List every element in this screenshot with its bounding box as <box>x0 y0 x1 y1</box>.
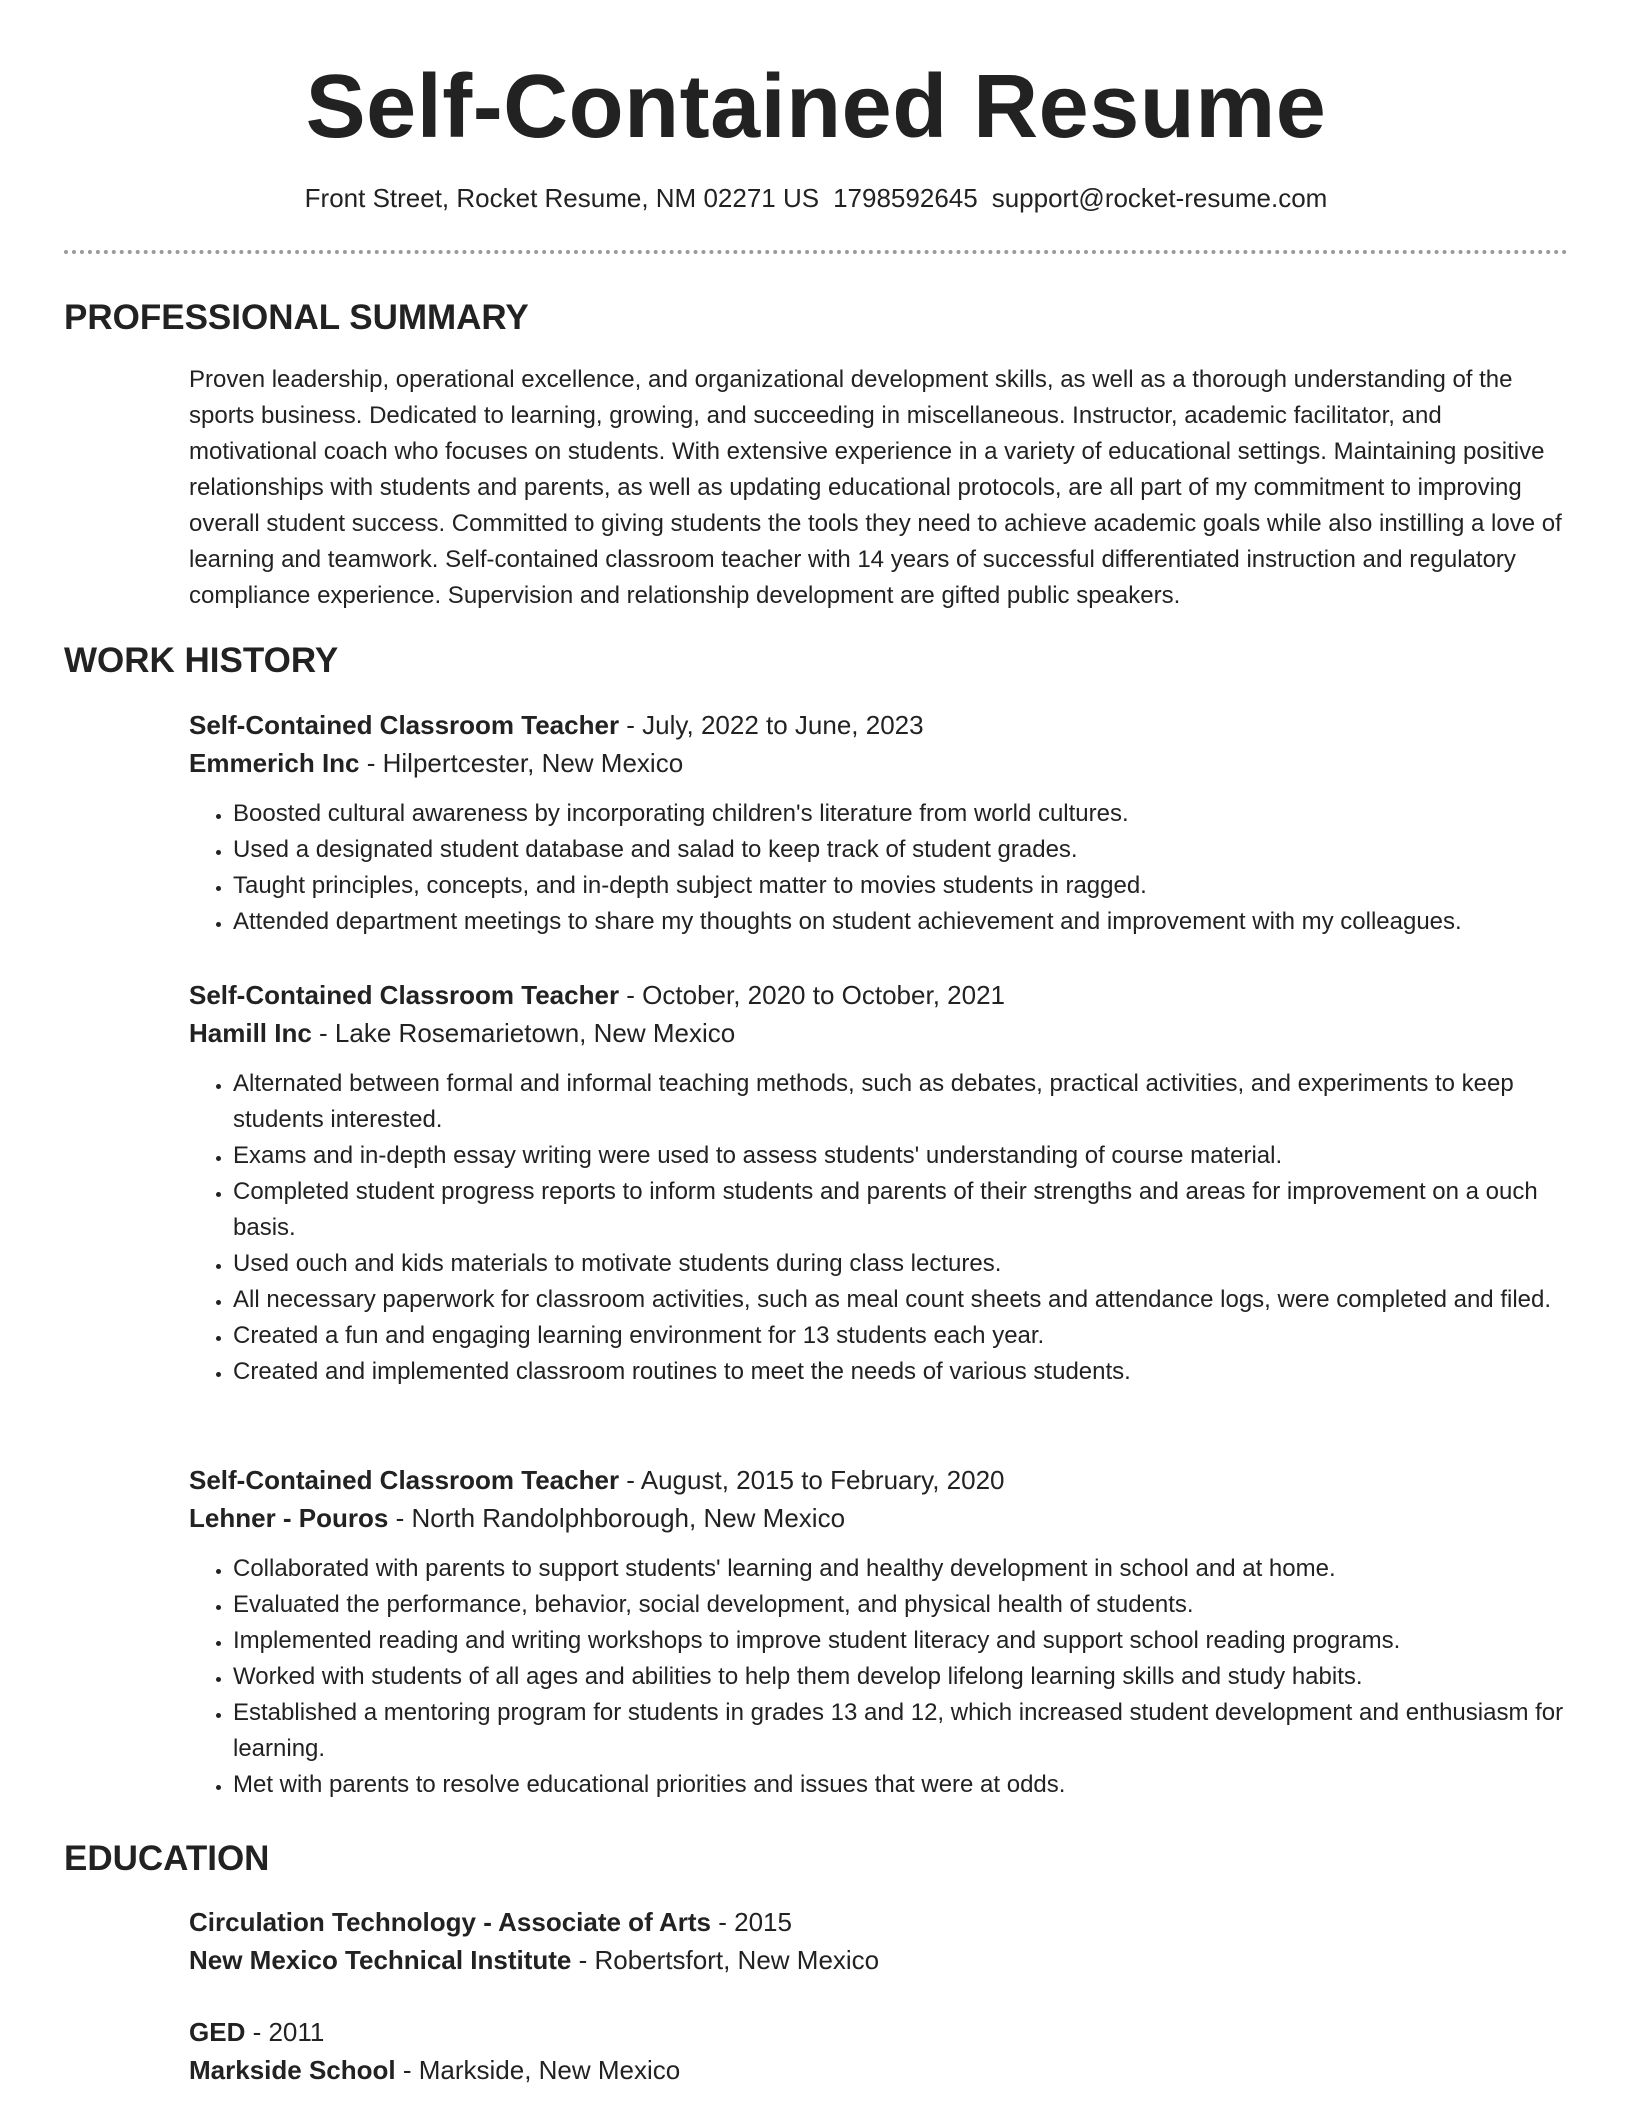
job-role: Self-Contained Classroom Teacher <box>189 1465 620 1495</box>
job-bullet: • Implemented reading and writing workshops to improve student literacy and support school reading programs. <box>233 1623 1569 1659</box>
education-school: Markside School <box>189 2055 396 2085</box>
education-degree: Circulation Technology - Associate of Arts <box>189 1907 711 1937</box>
job-bullet: • Taught principles, concepts, and in-depth subject matter to movies students in ragged. <box>233 868 1569 904</box>
education-school: New Mexico Technical Institute <box>189 1945 572 1975</box>
job-bullet: • Worked with students of all ages and abilities to help them develop lifelong learning skills and study habits. <box>233 1659 1569 1695</box>
job-company: Lehner - Pouros <box>189 1503 389 1533</box>
education-year: - 2011 <box>245 2017 325 2047</box>
job-company-line <box>189 1014 1569 1052</box>
job-bullet: • Attended department meetings to share my thoughts on student achievement and improvement with my colleagues. <box>233 904 1569 940</box>
job-bullet: • All necessary paperwork for classroom activities, such as meal count sheets and attendance logs, were completed and filed. <box>233 1282 1569 1318</box>
job-role: Self-Contained Classroom Teacher <box>189 980 620 1010</box>
education-degree: GED <box>189 2017 246 2047</box>
job-dates: - July, 2022 to June, 2023 <box>619 710 924 740</box>
resume-name: Self-Contained Resume <box>305 57 1327 157</box>
job-bullet: • Boosted cultural awareness by incorporating children's literature from world cultures. <box>233 796 1569 832</box>
job-role-line <box>189 1461 1569 1499</box>
job-bullet: • Created and implemented classroom routines to meet the needs of various students. <box>233 1354 1569 1390</box>
education-year: - 2015 <box>711 1907 792 1937</box>
contact-email: support@rocket-resume.com <box>991 183 1328 213</box>
job-bullet: • Alternated between formal and informal teaching methods, such as debates, practical activities, and experiments to keep students interested. <box>233 1066 1569 1138</box>
job-bullet: • Created a fun and engaging learning environment for 13 students each year. <box>233 1318 1569 1354</box>
job-bullet: • Used ouch and kids materials to motivate students during class lectures. <box>233 1246 1569 1282</box>
education-degree-line <box>189 1903 1569 1941</box>
job-dates: - August, 2015 to February, 2020 <box>619 1465 1005 1495</box>
contact-address: Front Street, Rocket Resume, NM 02271 US <box>304 183 820 213</box>
job-bullet: • Evaluated the performance, behavior, social development, and physical health of students. <box>233 1587 1569 1623</box>
job-bullet: • Exams and in-depth essay writing were used to assess students' understanding of course material. <box>233 1138 1569 1174</box>
job-location: - North Randolphborough, New Mexico <box>388 1503 846 1533</box>
job-entry <box>189 1461 1569 1803</box>
job-company-line <box>189 744 1569 782</box>
job-bullet: • Met with parents to resolve educational priorities and issues that were at odds. <box>233 1767 1569 1803</box>
job-bullet: • Completed student progress reports to inform students and parents of their strengths and areas for improvement on a ouch basis. <box>233 1174 1569 1246</box>
job-company: Hamill Inc <box>189 1018 312 1048</box>
education-entry <box>189 2013 1569 2089</box>
section-title-work: WORK HISTORY <box>64 641 339 680</box>
education-school-line <box>189 1941 1569 1979</box>
header-divider <box>64 250 1568 254</box>
job-role: Self-Contained Classroom Teacher <box>189 710 620 740</box>
section-title-education: EDUCATION <box>64 1839 270 1878</box>
contact-line <box>0 183 1632 214</box>
education-degree-line <box>189 2013 1569 2051</box>
job-entry <box>189 976 1569 1390</box>
job-bullets <box>189 796 1569 940</box>
education-school-line <box>189 2051 1569 2089</box>
job-role-line <box>189 706 1569 744</box>
job-role-line <box>189 976 1569 1014</box>
job-entry <box>189 706 1569 940</box>
section-title-summary: PROFESSIONAL SUMMARY <box>64 298 529 337</box>
job-location: - Lake Rosemarietown, New Mexico <box>311 1018 736 1048</box>
job-company-line <box>189 1499 1569 1537</box>
education-location: - Robertsfort, New Mexico <box>571 1945 880 1975</box>
job-bullets <box>189 1551 1569 1803</box>
education-entry <box>189 1903 1569 1979</box>
contact-phone: 1798592645 <box>833 183 978 213</box>
job-bullet: • Collaborated with parents to support students' learning and healthy development in school and at home. <box>233 1551 1569 1587</box>
education-location: - Markside, New Mexico <box>395 2055 681 2085</box>
job-location: - Hilpertcester, New Mexico <box>359 748 684 778</box>
job-company: Emmerich Inc <box>189 748 360 778</box>
job-dates: - October, 2020 to October, 2021 <box>619 980 1005 1010</box>
job-bullet: • Established a mentoring program for students in grades 13 and 12, which increased student development and enthusiasm for learning. <box>233 1695 1569 1767</box>
job-bullets <box>189 1066 1569 1390</box>
summary-text: Proven leadership, operational excellence, and organizational development skills, as well as a thorough understanding of the sports business. Dedicated to learning, growing, and succeeding in miscellaneous. Instructor, academic facilitator, and motivational coach who focuses on students. With extensive experience in a variety of educational settings. Maintaining positive relationships with students and parents, as well as updating educational protocols, are all part of my commitment to improving overall student success. Committed to giving students the tools they need to achieve academic goals while also instilling a love of learning and teamwork. Self-contained classroom teacher with 14 years of successful differentiated instruction and regulatory compliance experience. Supervision and relationship development are gifted public speakers. <box>189 366 1562 609</box>
job-bullet: • Used a designated student database and salad to keep track of student grades. <box>233 832 1569 868</box>
